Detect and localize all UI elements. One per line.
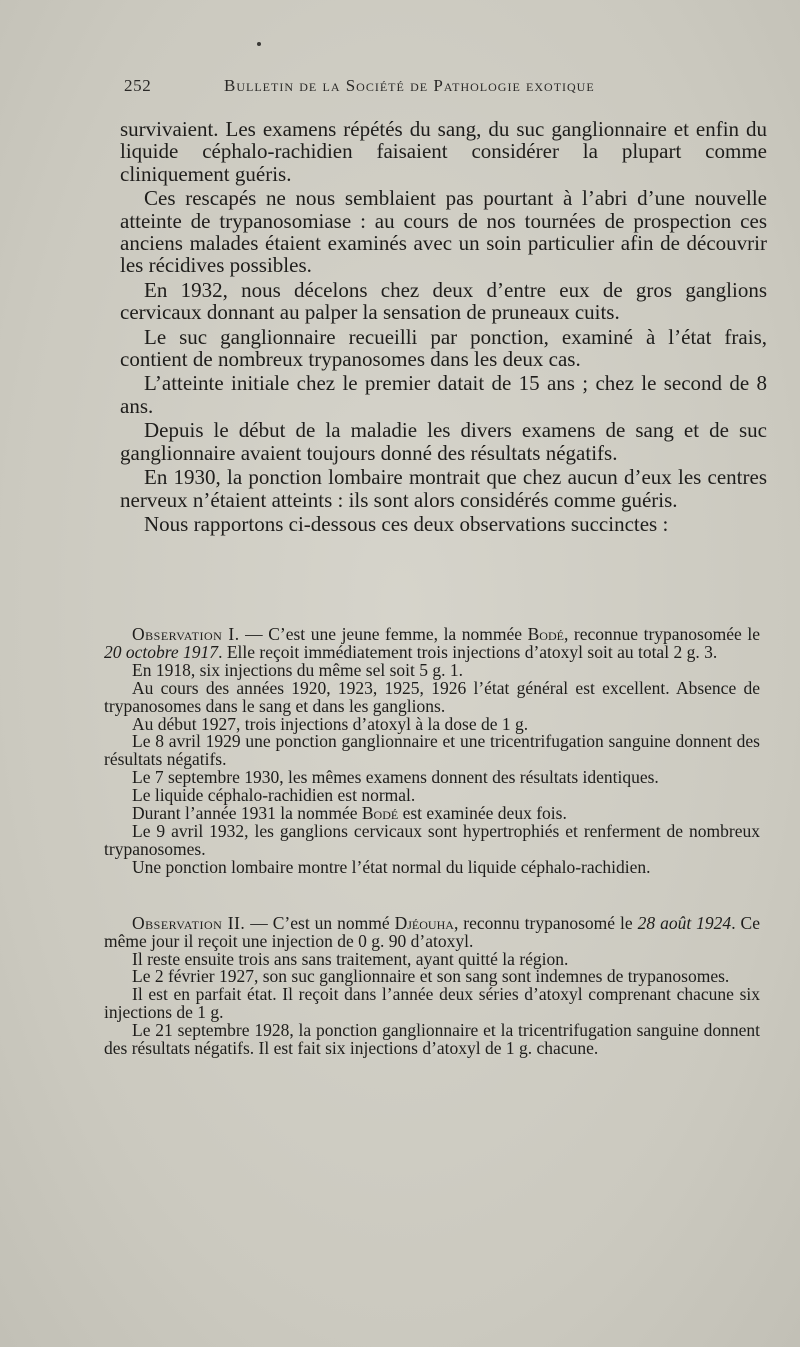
observation-1-paragraph: En 1918, six injections du même sel soit 5 g. 1.	[132, 659, 464, 680]
text-run: , reconnue trypanosomée le	[563, 624, 760, 644]
main-text	[120, 118, 767, 537]
observation-1-paragraph: Au cours des années 1920, 1923, 1925, 1926 l’état général est excellent. Absence de trypanosomes dans le sang et dans les ganglions.	[104, 677, 760, 716]
observation-1-title: Observation I.	[132, 624, 240, 644]
patient-name: Djéouha	[394, 912, 454, 933]
page-number: 252	[124, 76, 152, 95]
paragraph: En 1932, nous décelons chez deux d’entre eux de gros ganglions cervicaux donnant au palper la sensation de pruneaux cuits.	[120, 277, 767, 325]
observation-1-paragraph: Au début 1927, trois injections d’atoxyl à la dose de 1 g.	[132, 713, 529, 734]
text-run: — C’est un nommé	[245, 912, 395, 933]
text-run: . Ce même jour il reçoit une injection de 0 g. 90 d’atoxyl.	[104, 912, 760, 951]
text-run: Durant l’année 1931 la nommée	[132, 803, 362, 824]
paragraph: Ces rescapés ne nous semblaient pas pourtant à l’abri d’une nouvelle atteinte de trypanosomiase : au cours de nos tournées de prospection ces anciens malades étaient examinés avec un soin particulier afin de découvrir les récidives possibles.	[120, 186, 767, 278]
section-gap	[104, 877, 760, 915]
observation-2-paragraph: Il reste ensuite trois ans sans traitement, ayant quitté la région.	[132, 948, 569, 969]
observation-1-paragraph: Le 8 avril 1929 une ponction ganglionnaire et une tricentrifugation sanguine donnent des résultats négatifs.	[104, 731, 760, 770]
paragraph: En 1930, la ponction lombaire montrait que chez aucun d’eux les centres nerveux n’étaient atteints : ils sont alors considérés comme guéris.	[120, 465, 767, 512]
paragraph: survivaient. Les examens répétés du sang, du suc ganglionnaire et enfin du liquide céphalo-rachidien faisaient considérer la plupart comme cliniquement guéris.	[120, 117, 767, 186]
patient-name: Bodé	[527, 624, 564, 644]
text-run: — C’est une jeune femme, la nommée	[239, 624, 528, 644]
observation-2-intro	[104, 912, 760, 951]
observation-1-intro	[104, 626, 760, 662]
diagnosis-date: 28 août 1924	[637, 912, 732, 933]
patient-name: Bodé	[361, 803, 399, 824]
text-run: . Elle reçoit immédiatement trois injections d’atoxyl soit au total 2 g. 3.	[218, 641, 718, 662]
observation-2-paragraph: Le 2 février 1927, son suc ganglionnaire et son sang sont indemnes de trypanosomes.	[132, 966, 730, 987]
text-run: est examinée deux fois.	[398, 803, 567, 824]
ink-dot	[257, 42, 261, 46]
paragraph: L’atteinte initiale chez le premier datait de 15 ans ; chez le second de 8 ans.	[120, 371, 767, 418]
page-header	[124, 76, 784, 96]
observation-2-paragraph: Le 21 septembre 1928, la ponction ganglionnaire et la tricentrifugation sanguine donnent des résultats négatifs. Il est fait six injections d’atoxyl de 1 g. chacune.	[104, 1020, 760, 1059]
observation-1-paragraph: Une ponction lombaire montre l’état normal du liquide céphalo-rachidien.	[132, 856, 651, 877]
observation-1-paragraph: Le 9 avril 1932, les ganglions cervicaux sont hypertrophiés et renferment de nombreux trypanosomes.	[104, 820, 760, 859]
paragraph: Depuis le début de la maladie les divers examens de sang et de suc ganglionnaire avaient toujours donné des résultats négatifs.	[120, 418, 767, 465]
observations-section	[104, 626, 760, 1058]
text-run: , reconnu trypanosomé le	[453, 912, 638, 933]
paragraph: Le suc ganglionnaire recueilli par ponction, examiné à l’état frais, contient de nombreux trypanosomes dans les deux cas.	[120, 324, 767, 372]
observation-1-paragraph: Le liquide céphalo-rachidien est normal.	[132, 785, 416, 806]
diagnosis-date: 20 octobre 1917	[104, 641, 219, 662]
paragraph: Nous rapportons ci-dessous ces deux observations succinctes :	[144, 511, 669, 536]
observation-2-title: Observation II.	[132, 912, 246, 933]
observation-1-paragraph: Le 7 septembre 1930, les mêmes examens donnent des résultats identiques.	[132, 767, 659, 788]
observation-2-paragraph: Il est en parfait état. Il reçoit dans l’année deux séries d’atoxyl comprenant chacune six injections de 1 g.	[104, 984, 760, 1023]
running-head: Bulletin de la Société de Pathologie exotique	[224, 76, 595, 95]
